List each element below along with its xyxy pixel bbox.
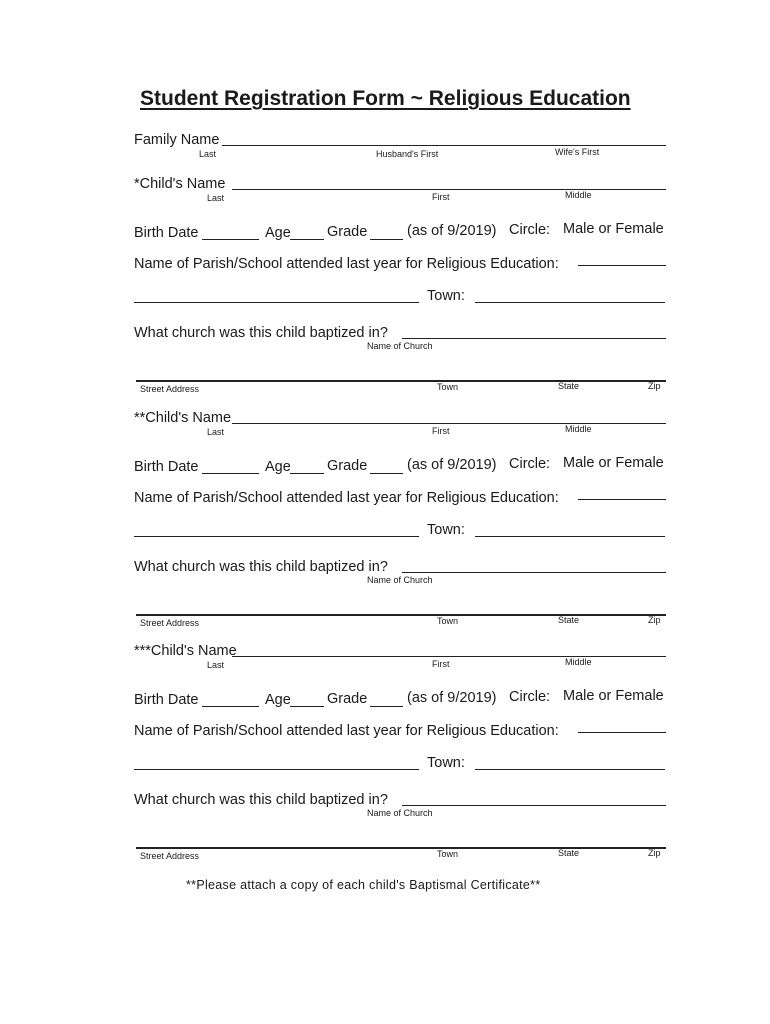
circle-label: Circle:: [509, 222, 551, 238]
name-of-church-sub: Name of Church: [367, 575, 433, 585]
as-of-text: (as of 9/2019): [407, 223, 497, 239]
town-sub: Town: [437, 616, 459, 626]
family-sub-last: Last: [199, 149, 217, 159]
parish-school-field-2[interactable]: [134, 769, 419, 770]
town-label: Town:: [427, 522, 465, 538]
town-label: Town:: [427, 288, 465, 304]
parish-school-field[interactable]: [578, 499, 666, 500]
grade-label: Grade: [327, 691, 368, 707]
street-address-sub: Street Address: [140, 384, 200, 394]
town-field[interactable]: [475, 769, 665, 770]
church-address-field[interactable]: [136, 380, 666, 382]
baptism-church-label: What church was this child baptized in?: [134, 559, 388, 575]
birth-date-field[interactable]: [202, 706, 259, 707]
town-field[interactable]: [475, 302, 665, 303]
gender-choice: Male or Female: [563, 221, 664, 237]
child-name-label: **Child's Name: [134, 410, 232, 426]
state-sub: State: [558, 615, 580, 625]
grade-label: Grade: [327, 224, 368, 240]
town-sub: Town: [437, 382, 459, 392]
baptismal-certificate-note: **Please attach a copy of each child's Baptismal Certificate**: [186, 878, 541, 892]
child-sub-middle: Middle: [565, 424, 592, 434]
town-sub: Town: [437, 849, 459, 859]
family-sub-husband-first: Husband's First: [376, 149, 439, 159]
parish-school-label: Name of Parish/School attended last year for Religious Education:: [134, 723, 559, 739]
baptism-church-field[interactable]: [402, 338, 666, 339]
state-sub: State: [558, 848, 580, 858]
town-label: Town:: [427, 755, 465, 771]
state-sub: State: [558, 381, 580, 391]
gender-choice: Male or Female: [563, 688, 664, 704]
birth-date-label: Birth Date: [134, 692, 199, 708]
form-title: Student Registration Form ~ Religious Education: [140, 87, 631, 110]
baptism-church-field[interactable]: [402, 572, 666, 573]
age-label: Age: [265, 459, 291, 475]
grade-field[interactable]: [370, 239, 403, 240]
family-name-label: Family Name: [134, 132, 220, 148]
baptism-church-label: What church was this child baptized in?: [134, 792, 388, 808]
child-sub-first: First: [432, 659, 450, 669]
parish-school-field[interactable]: [578, 265, 666, 266]
child-sub-middle: Middle: [565, 657, 592, 667]
family-sub-wife-first: Wife's First: [555, 147, 600, 157]
child-sub-middle: Middle: [565, 190, 592, 200]
birth-date-field[interactable]: [202, 239, 259, 240]
birth-date-field[interactable]: [202, 473, 259, 474]
age-label: Age: [265, 225, 291, 241]
child-sub-last: Last: [207, 427, 225, 437]
name-of-church-sub: Name of Church: [367, 808, 433, 818]
age-field[interactable]: [290, 706, 324, 707]
child-name-field[interactable]: [232, 423, 666, 424]
parish-school-field[interactable]: [578, 732, 666, 733]
as-of-text: (as of 9/2019): [407, 690, 497, 706]
street-address-sub: Street Address: [140, 618, 200, 628]
child-name-field[interactable]: [232, 189, 666, 190]
birth-date-label: Birth Date: [134, 459, 199, 475]
child-name-field[interactable]: [232, 656, 666, 657]
parish-school-field-2[interactable]: [134, 302, 419, 303]
baptism-church-label: What church was this child baptized in?: [134, 325, 388, 341]
zip-sub: Zip: [648, 381, 661, 391]
child-sub-last: Last: [207, 660, 225, 670]
baptism-church-field[interactable]: [402, 805, 666, 806]
child-name-label: *Child's Name: [134, 176, 226, 192]
circle-label: Circle:: [509, 456, 551, 472]
parish-school-field-2[interactable]: [134, 536, 419, 537]
zip-sub: Zip: [648, 615, 661, 625]
grade-field[interactable]: [370, 706, 403, 707]
as-of-text: (as of 9/2019): [407, 457, 497, 473]
age-field[interactable]: [290, 473, 324, 474]
grade-field[interactable]: [370, 473, 403, 474]
town-field[interactable]: [475, 536, 665, 537]
child-sub-last: Last: [207, 193, 225, 203]
parish-school-label: Name of Parish/School attended last year for Religious Education:: [134, 490, 559, 506]
grade-label: Grade: [327, 458, 368, 474]
church-address-field[interactable]: [136, 614, 666, 616]
circle-label: Circle:: [509, 689, 551, 705]
gender-choice: Male or Female: [563, 455, 664, 471]
child-sub-first: First: [432, 426, 450, 436]
child-sub-first: First: [432, 192, 450, 202]
family-name-field[interactable]: [222, 145, 666, 146]
age-label: Age: [265, 692, 291, 708]
street-address-sub: Street Address: [140, 851, 200, 861]
age-field[interactable]: [290, 239, 324, 240]
name-of-church-sub: Name of Church: [367, 341, 433, 351]
zip-sub: Zip: [648, 848, 661, 858]
child-name-label: ***Child's Name: [134, 643, 237, 659]
parish-school-label: Name of Parish/School attended last year for Religious Education:: [134, 256, 559, 272]
birth-date-label: Birth Date: [134, 225, 199, 241]
church-address-field[interactable]: [136, 847, 666, 849]
